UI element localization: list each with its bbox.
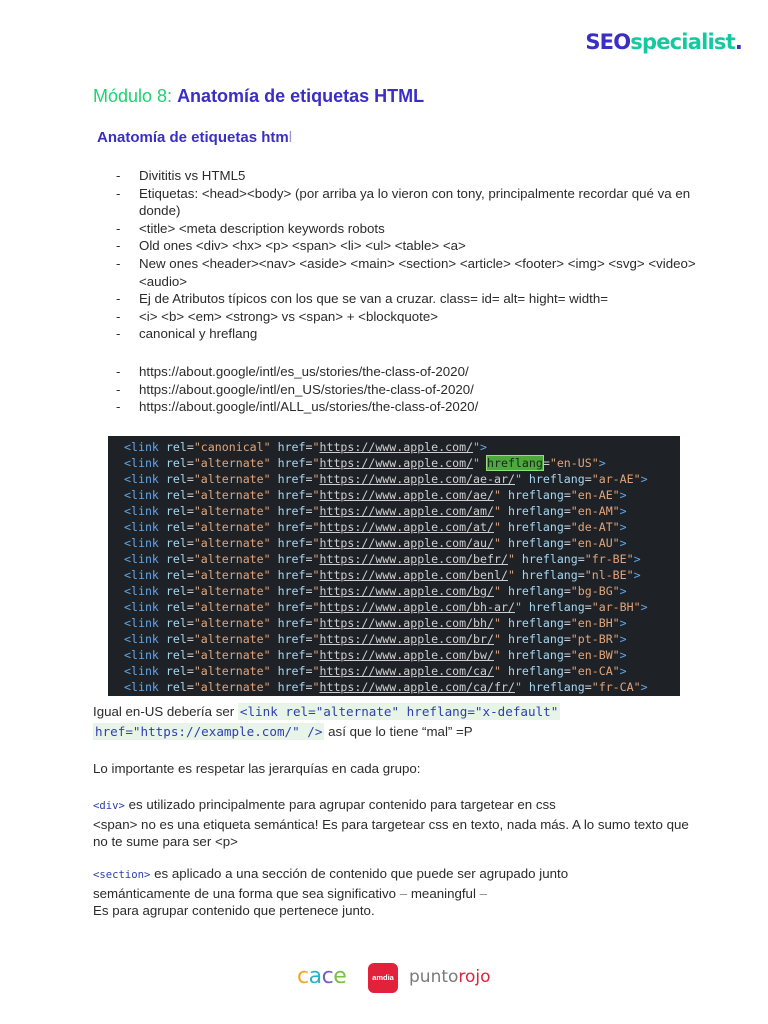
code-attr-href: href [270, 520, 306, 534]
code-space [501, 536, 508, 550]
code-tag: <link [124, 584, 166, 598]
code-attr-href: href [270, 648, 306, 662]
code-url: https://www.apple.com/au/ [319, 536, 494, 550]
code-tag: <link [124, 664, 166, 678]
code-eq: = [305, 600, 313, 614]
code-attr-hreflang: hreflang [528, 472, 585, 486]
code-attr-rel: rel [165, 648, 187, 662]
em-dash: – [479, 885, 488, 901]
code-quote: " [312, 520, 320, 534]
code-attr-rel: rel [165, 552, 187, 566]
code-quote: " [494, 488, 501, 502]
code-rel-value: "alternate" [193, 616, 271, 630]
code-eq: = [305, 536, 313, 550]
code-attr-rel: rel [165, 632, 187, 646]
code-line [124, 551, 648, 567]
cace-letter: c [321, 964, 334, 989]
code-attr-href: href [270, 680, 306, 694]
code-eq: = [305, 584, 313, 598]
code-close: > [640, 680, 648, 694]
code-close: > [619, 616, 627, 630]
code-quote: " [312, 456, 320, 470]
code-rel-value: "alternate" [193, 632, 271, 646]
code-rel-value: "alternate" [193, 472, 271, 486]
code-eq: = [186, 536, 194, 550]
code-hreflang-value: "en-US" [549, 456, 599, 470]
section-title [97, 129, 292, 146]
code-attr-hreflang: hreflang [507, 504, 564, 518]
code-quote: " [312, 600, 320, 614]
code-line [124, 599, 648, 615]
url-item: - https://about.google/intl/ALL_us/stories/the-class-of-2020/ [116, 398, 696, 416]
code-close: > [633, 568, 641, 582]
code-eq: = [186, 616, 194, 630]
code-eq: = [563, 520, 571, 534]
code-quote: " [312, 664, 320, 678]
para1-before: Igual en-US debería ser [93, 704, 238, 719]
code-close: > [619, 536, 627, 550]
code-attr-rel: rel [165, 536, 187, 550]
code-close: > [619, 488, 627, 502]
code-attr-rel: rel [165, 680, 187, 694]
code-eq: = [186, 520, 194, 534]
meaningful-text: meaningful [407, 885, 480, 901]
code-attr-hreflang: hreflang [507, 536, 564, 550]
code-eq: = [584, 600, 592, 614]
code-close: > [640, 472, 648, 486]
section-text-2: Es para agrupar contenido que pertenece junto. [93, 903, 375, 919]
code-quote: " [514, 472, 522, 486]
code-hreflang-value: "ar-AE" [591, 472, 641, 486]
code-hreflang-value: "fr-BE" [584, 552, 634, 566]
code-close: > [619, 584, 627, 598]
code-tag: <link [124, 600, 166, 614]
code-attr-hreflang: hreflang [507, 616, 564, 630]
list-item: - Divititis vs HTML5 [116, 167, 696, 185]
code-eq: = [584, 680, 592, 694]
logo-specialist: specialist [630, 30, 735, 54]
code-eq: = [186, 488, 194, 502]
logo-dot: . [734, 30, 742, 54]
code-attr-hreflang: hreflang [507, 520, 564, 534]
code-quote: " [494, 648, 501, 662]
code-attr-hreflang: hreflang [507, 488, 564, 502]
code-line [124, 679, 648, 695]
code-eq: = [305, 680, 313, 694]
code-space [501, 664, 508, 678]
cace-letter: c [297, 964, 309, 989]
url-item: - https://about.google/intl/en_US/stories/the-class-of-2020/ [116, 381, 696, 399]
code-url: https://www.apple.com/ca/fr/ [319, 680, 515, 694]
code-tag: <link [124, 680, 166, 694]
code-eq: = [186, 552, 194, 566]
code-tag: <link [124, 616, 166, 630]
code-tag: <link [124, 648, 166, 662]
code-attr-href: href [270, 504, 306, 518]
code-attr-hreflang: hreflang [507, 584, 564, 598]
xdefault-code-2: href="https://example.com/" /> [95, 724, 323, 739]
code-quote: " [312, 568, 320, 582]
div-text: es utilizado principalmente para agrupar contenido para targetear en css [124, 797, 556, 812]
code-url: https://www.apple.com/ca/ [319, 664, 494, 678]
code-rel-value: "alternate" [193, 520, 271, 534]
code-close: > [619, 504, 627, 518]
code-attr-rel: rel [165, 488, 187, 502]
code-attr-href: href [270, 568, 306, 582]
logo-seo: SEO [585, 30, 631, 54]
code-line [124, 583, 648, 599]
code-close: > [619, 632, 627, 646]
code-line [124, 471, 648, 487]
code-eq: = [186, 632, 194, 646]
code-attr-href: href [270, 536, 306, 550]
code-attr-hreflang: hreflang [521, 568, 578, 582]
url-item: - https://about.google/intl/es_us/stories/the-class-of-2020/ [116, 363, 696, 381]
code-line [124, 615, 648, 631]
code-rel-value: "alternate" [193, 600, 271, 614]
code-eq: = [305, 648, 313, 662]
code-line [124, 631, 648, 647]
code-quote: " [494, 584, 501, 598]
xdefault-paragraph [93, 702, 693, 742]
code-eq: = [305, 616, 313, 630]
list-item: - Etiquetas: <head><body> (por arriba ya lo vieron con tony, principalmente recordar qué va en donde) [116, 185, 696, 220]
code-attr-rel: rel [165, 472, 187, 486]
code-quote: " [494, 536, 501, 550]
section-tag-code: <section> [93, 869, 151, 881]
rojo-text: rojo [458, 967, 491, 987]
list-item: - <title> <meta description keywords robots [116, 220, 696, 238]
code-rel-value: "alternate" [193, 664, 271, 678]
code-hreflang-value: "bg-BG" [570, 584, 620, 598]
code-url: https://www.apple.com/ [319, 456, 474, 470]
code-tag: <link [124, 536, 166, 550]
code-eq: = [563, 584, 571, 598]
seospecialist-logo [585, 30, 742, 54]
code-quote: " [494, 520, 501, 534]
code-rel-value: "alternate" [193, 504, 271, 518]
code-attr-hreflang: hreflang [487, 456, 543, 470]
code-quote: " [494, 504, 501, 518]
code-eq: = [305, 568, 313, 582]
code-url: https://www.apple.com/bh/ [319, 616, 494, 630]
code-close: > [619, 664, 627, 678]
code-eq: = [305, 520, 313, 534]
code-attr-rel: rel [165, 584, 187, 598]
section-heading: Anatomía de etiquetas htm [97, 129, 289, 146]
code-eq: = [186, 504, 194, 518]
code-space [501, 648, 508, 662]
code-quote: " [312, 616, 320, 630]
section-paragraph [93, 865, 613, 920]
cace-letter: a [308, 964, 322, 989]
code-url: https://www.apple.com/benl/ [319, 568, 508, 582]
list-item: - canonical y hreflang [116, 325, 696, 343]
code-url: https://www.apple.com/bg/ [319, 584, 494, 598]
list-item: - <i> <b> <em> <strong> vs <span> + <blockquote> [116, 308, 696, 326]
code-quote: " [473, 456, 481, 470]
code-eq: = [305, 472, 313, 486]
code-url: https://www.apple.com/at/ [319, 520, 494, 534]
code-url: https://www.apple.com/bw/ [319, 648, 494, 662]
code-hreflang-value: "en-AE" [570, 488, 620, 502]
code-quote: " [494, 664, 501, 678]
code-url: https://www.apple.com/ae-ar/ [319, 472, 515, 486]
code-hreflang-value: "en-AM" [570, 504, 620, 518]
url-list [116, 363, 696, 416]
code-attr-rel: rel [165, 456, 187, 470]
code-line [124, 535, 648, 551]
code-screenshot [108, 436, 680, 696]
code-eq: = [305, 440, 313, 454]
code-close: > [633, 552, 641, 566]
code-attr-hreflang: hreflang [528, 600, 585, 614]
puntorojo-logo [409, 962, 491, 992]
code-hreflang-value: "ar-BH" [591, 600, 641, 614]
code-attr-hreflang: hreflang [507, 632, 564, 646]
code-hreflang-value: "de-AT" [570, 520, 620, 534]
code-quote: " [507, 568, 515, 582]
code-attr-rel: rel [165, 520, 187, 534]
code-eq: = [577, 552, 585, 566]
code-quote: " [312, 536, 320, 550]
code-line [124, 647, 648, 663]
code-close: > [598, 456, 606, 470]
code-line [124, 663, 648, 679]
code-tag: <link [124, 568, 166, 582]
code-space [515, 568, 522, 582]
cace-logo [297, 962, 346, 992]
code-quote: " [494, 632, 501, 646]
code-close: > [619, 520, 627, 534]
code-space [515, 552, 522, 566]
code-line [124, 455, 648, 471]
code-attr-href: href [270, 440, 306, 454]
code-attr-rel: rel [165, 504, 187, 518]
code-attr-href: href [270, 456, 306, 470]
topics-list [116, 167, 696, 343]
code-quote: " [312, 680, 320, 694]
code-url: https://www.apple.com/ [319, 440, 474, 454]
code-attr-rel: rel [165, 664, 187, 678]
code-hreflang-value: "nl-BE" [584, 568, 634, 582]
code-lines [124, 439, 648, 695]
code-url: https://www.apple.com/br/ [319, 632, 494, 646]
code-attr-href: href [270, 600, 306, 614]
code-eq: = [186, 472, 194, 486]
code-quote: " [312, 648, 320, 662]
code-rel-value: "canonical" [193, 440, 271, 454]
code-eq: = [186, 648, 194, 662]
module-heading: Anatomía de etiquetas HTML [177, 86, 425, 106]
code-eq: = [563, 504, 571, 518]
code-tag: <link [124, 472, 166, 486]
code-url: https://www.apple.com/befr/ [319, 552, 508, 566]
code-space [522, 680, 529, 694]
cace-letter: e [333, 964, 347, 989]
code-quote: " [494, 616, 501, 630]
hierarchy-paragraph: Lo importante es respetar las jerarquías en cada grupo: [93, 761, 421, 776]
code-tag: <link [124, 632, 166, 646]
code-eq: = [563, 616, 571, 630]
code-space [501, 488, 508, 502]
code-attr-hreflang: hreflang [521, 552, 578, 566]
code-close: > [640, 600, 648, 614]
code-eq: = [584, 472, 592, 486]
code-space [522, 472, 529, 486]
code-attr-rel: rel [165, 616, 187, 630]
code-hreflang-value: "en-BH" [570, 616, 620, 630]
module-title [93, 86, 424, 107]
span-text: <span> no es una etiqueta semántica! Es para targetear css en texto, nada más. A lo sumo texto que no te sume para ser <p> [93, 816, 689, 850]
amdia-logo: amdia [368, 963, 398, 993]
code-tag: <link [124, 520, 166, 534]
code-eq: = [305, 552, 313, 566]
code-eq: = [186, 456, 194, 470]
code-quote: " [312, 584, 320, 598]
code-url: https://www.apple.com/am/ [319, 504, 494, 518]
code-tag: <link [124, 504, 166, 518]
list-item: - Old ones <div> <hx> <p> <span> <li> <ul> <table> <a> [116, 237, 696, 255]
code-url: https://www.apple.com/bh-ar/ [319, 600, 515, 614]
code-attr-href: href [270, 584, 306, 598]
code-eq: = [186, 568, 194, 582]
code-eq: = [186, 664, 194, 678]
code-tag: <link [124, 552, 166, 566]
code-attr-hreflang: hreflang [507, 664, 564, 678]
code-line [124, 487, 648, 503]
code-space [501, 584, 508, 598]
code-space [501, 632, 508, 646]
code-space [501, 504, 508, 518]
list-item: - New ones <header><nav> <aside> <main> <section> <article> <footer> <img> <svg> <video> <audio> [116, 255, 696, 290]
code-eq: = [563, 536, 571, 550]
code-attr-hreflang: hreflang [528, 680, 585, 694]
code-hreflang-value: "pt-BR" [570, 632, 620, 646]
code-quote: " [514, 600, 522, 614]
list-item: - Ej de Atributos típicos con los que se van a cruzar. class= id= alt= hight= width= [116, 290, 696, 308]
code-attr-href: href [270, 488, 306, 502]
code-url: https://www.apple.com/ae/ [319, 488, 494, 502]
code-quote: " [312, 632, 320, 646]
code-attr-href: href [270, 664, 306, 678]
code-hreflang-value: "en-CA" [570, 664, 620, 678]
code-eq: = [305, 632, 313, 646]
div-tag-code: <div> [93, 800, 125, 812]
code-attr-href: href [270, 472, 306, 486]
para1-after: así que lo tiene “mal” =P [324, 724, 473, 739]
code-space [480, 456, 487, 470]
code-quote: " [514, 680, 522, 694]
code-eq: = [186, 584, 194, 598]
code-attr-rel: rel [165, 568, 187, 582]
code-quote: " [473, 440, 481, 454]
code-rel-value: "alternate" [193, 536, 271, 550]
code-attr-href: href [270, 632, 306, 646]
code-quote: " [312, 488, 320, 502]
code-quote: " [312, 472, 320, 486]
section-heading-tail: l [288, 129, 293, 146]
code-eq: = [542, 456, 550, 470]
code-line [124, 567, 648, 583]
code-rel-value: "alternate" [193, 568, 271, 582]
code-eq: = [305, 488, 313, 502]
code-rel-value: "alternate" [193, 552, 271, 566]
code-space [501, 520, 508, 534]
code-space [501, 616, 508, 630]
code-quote: " [312, 552, 320, 566]
code-eq: = [563, 488, 571, 502]
code-hreflang-value: "en-AU" [570, 536, 620, 550]
code-hreflang-value: "en-BW" [570, 648, 620, 662]
code-tag: <link [124, 456, 166, 470]
code-rel-value: "alternate" [193, 680, 271, 694]
code-attr-hreflang: hreflang [507, 648, 564, 662]
code-rel-value: "alternate" [193, 488, 271, 502]
code-attr-rel: rel [165, 600, 187, 614]
code-quote: " [312, 440, 320, 454]
code-hreflang-value: "fr-CA" [591, 680, 641, 694]
code-line [124, 519, 648, 535]
code-quote: " [507, 552, 515, 566]
code-tag: <link [124, 440, 166, 454]
code-attr-rel: rel [165, 440, 187, 454]
div-paragraph [93, 796, 693, 851]
code-eq: = [186, 680, 194, 694]
code-eq: = [186, 440, 194, 454]
code-close: > [619, 648, 627, 662]
code-attr-href: href [270, 552, 306, 566]
code-line [124, 503, 648, 519]
code-attr-href: href [270, 616, 306, 630]
code-rel-value: "alternate" [193, 584, 271, 598]
xdefault-code-1: <link rel="alternate" hreflang="x-default" [239, 704, 559, 719]
code-rel-value: "alternate" [193, 648, 271, 662]
section-text: es aplicado a una sección de contenido que puede ser agrupado junto semánticamente de una forma que sea significativo [93, 866, 569, 901]
punto-text: punto [409, 967, 459, 987]
code-line [124, 439, 648, 455]
code-quote: " [312, 504, 320, 518]
module-prefix: Módulo 8: [93, 86, 178, 106]
code-tag: <link [124, 488, 166, 502]
code-eq: = [563, 664, 571, 678]
code-eq: = [563, 632, 571, 646]
code-eq: = [305, 504, 313, 518]
code-space [522, 600, 529, 614]
code-eq: = [186, 600, 194, 614]
code-eq: = [577, 568, 585, 582]
code-eq: = [563, 648, 571, 662]
em-dash: – [399, 885, 408, 901]
code-rel-value: "alternate" [193, 456, 271, 470]
code-close: > [480, 440, 488, 454]
code-eq: = [305, 664, 313, 678]
code-eq: = [305, 456, 313, 470]
